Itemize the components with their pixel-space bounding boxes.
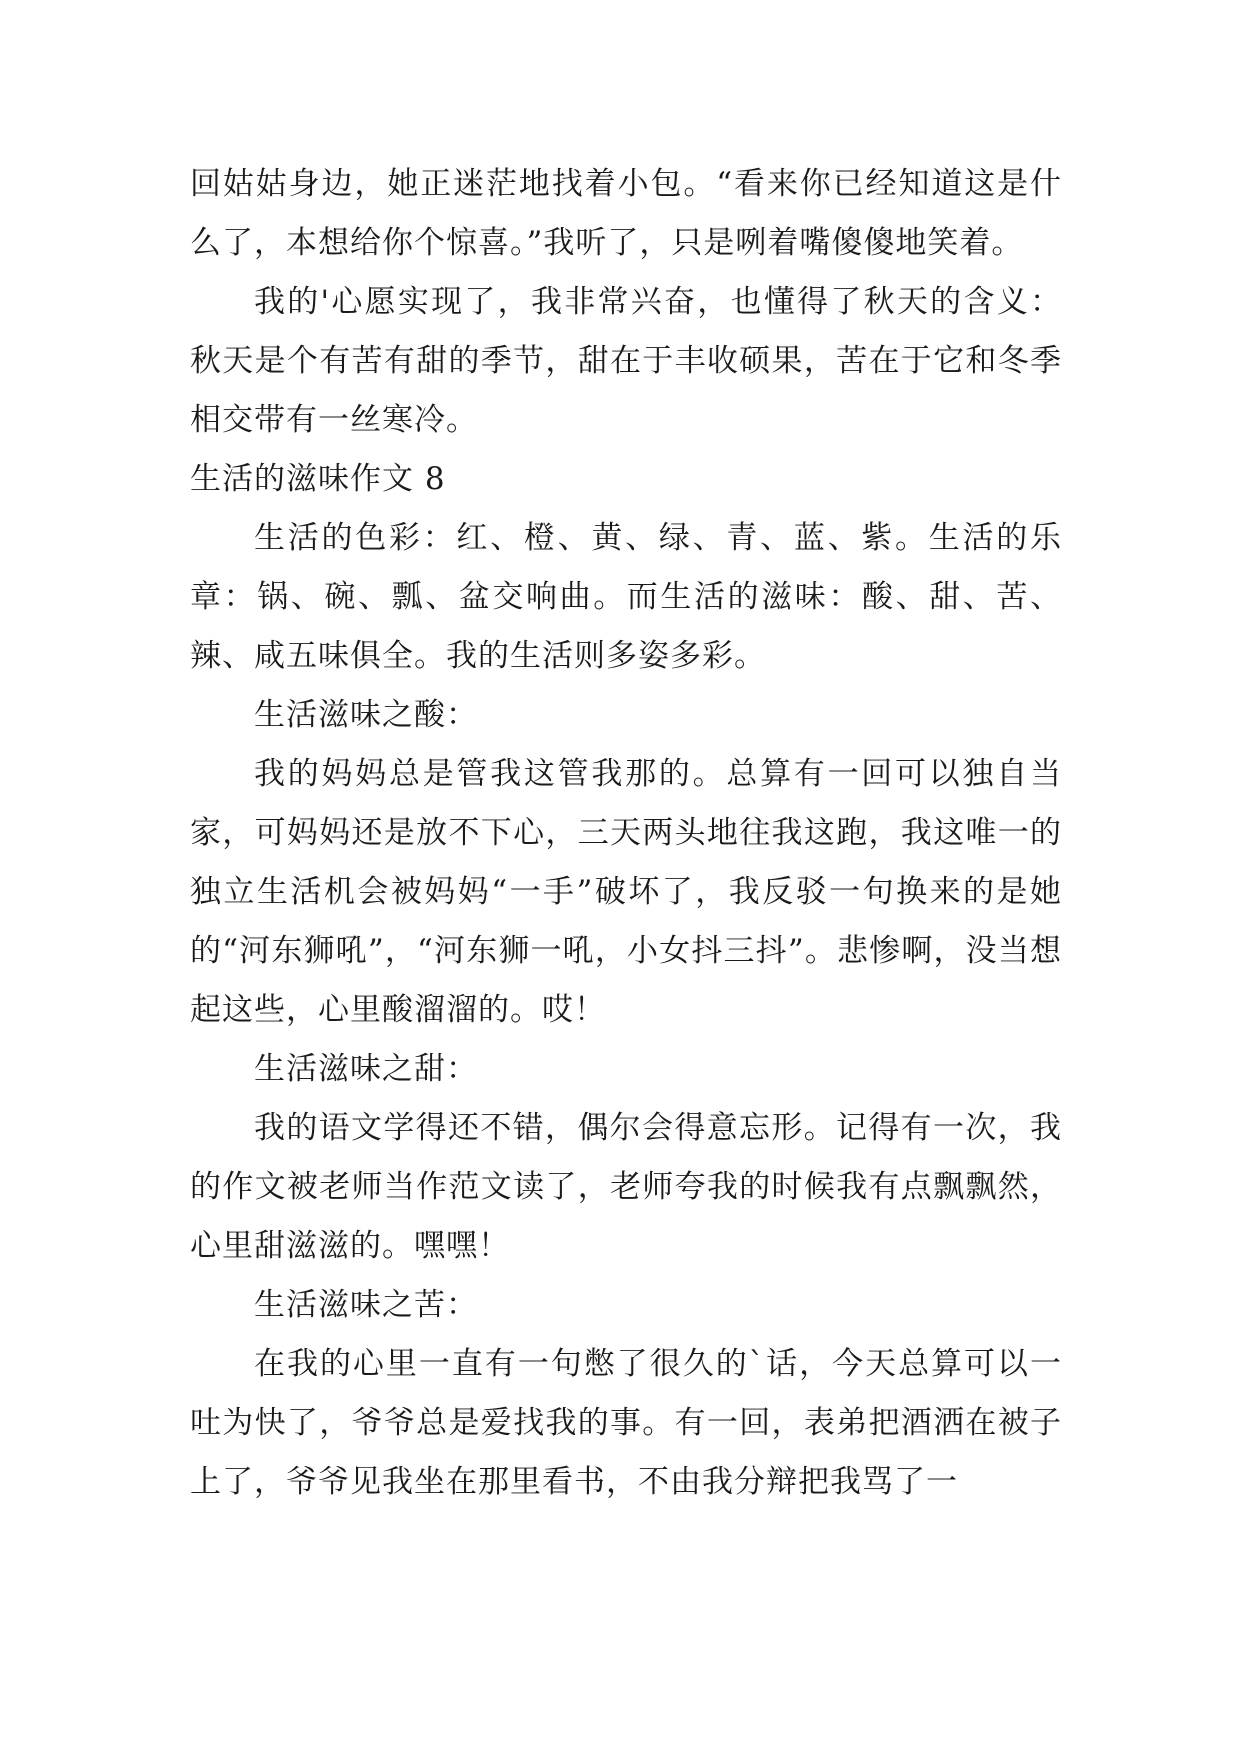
paragraph: 我的妈妈总是管我这管我那的。总算有一回可以独自当家，可妈妈还是放不下心，三天两头地往我这跑，我这唯一的独立生活机会被妈妈“一手”破坏了，我反驳一句换来的是她的“河东狮吼”，“河东狮一吼，小女抖三抖”。悲惨啊，没当想起这些，心里酸溜溜的。哎！ — [190, 756, 1062, 1028]
section-heading: 生活的滋味作文 8 — [190, 461, 446, 497]
paragraph: 生活的色彩：红、橙、黄、绿、青、蓝、紫。生活的乐章：锅、碗、瓢、盆交响曲。而生活的滋味：酸、甜、苦、辣、咸五味俱全。我的生活则多姿多彩。 — [190, 520, 1062, 674]
subheading-bitter: 生活滋味之苦： — [254, 1287, 478, 1323]
document-page — [190, 155, 1062, 1512]
subheading-sour: 生活滋味之酸： — [254, 697, 478, 733]
paragraph: 我的'心愿实现了，我非常兴奋，也懂得了秋天的含义：秋天是个有苦有甜的季节，甜在于丰收硕果，苦在于它和冬季相交带有一丝寒冷。 — [190, 284, 1062, 438]
paragraph: 在我的心里一直有一句憋了很久的`话，今天总算可以一吐为快了，爷爷总是爱找我的事。有一回，表弟把酒洒在被子上了，爷爷见我坐在那里看书，不由我分辩把我骂了一 — [190, 1346, 1062, 1500]
paragraph: 我的语文学得还不错，偶尔会得意忘形。记得有一次，我的作文被老师当作范文读了，老师夸我的时候我有点飘飘然，心里甜滋滋的。嘿嘿！ — [190, 1110, 1062, 1264]
subheading-sweet: 生活滋味之甜： — [254, 1051, 478, 1087]
paragraph: 回姑姑身边，她正迷茫地找着小包。“看来你已经知道这是什么了，本想给你个惊喜。”我听了，只是咧着嘴傻傻地笑着。 — [190, 166, 1062, 261]
